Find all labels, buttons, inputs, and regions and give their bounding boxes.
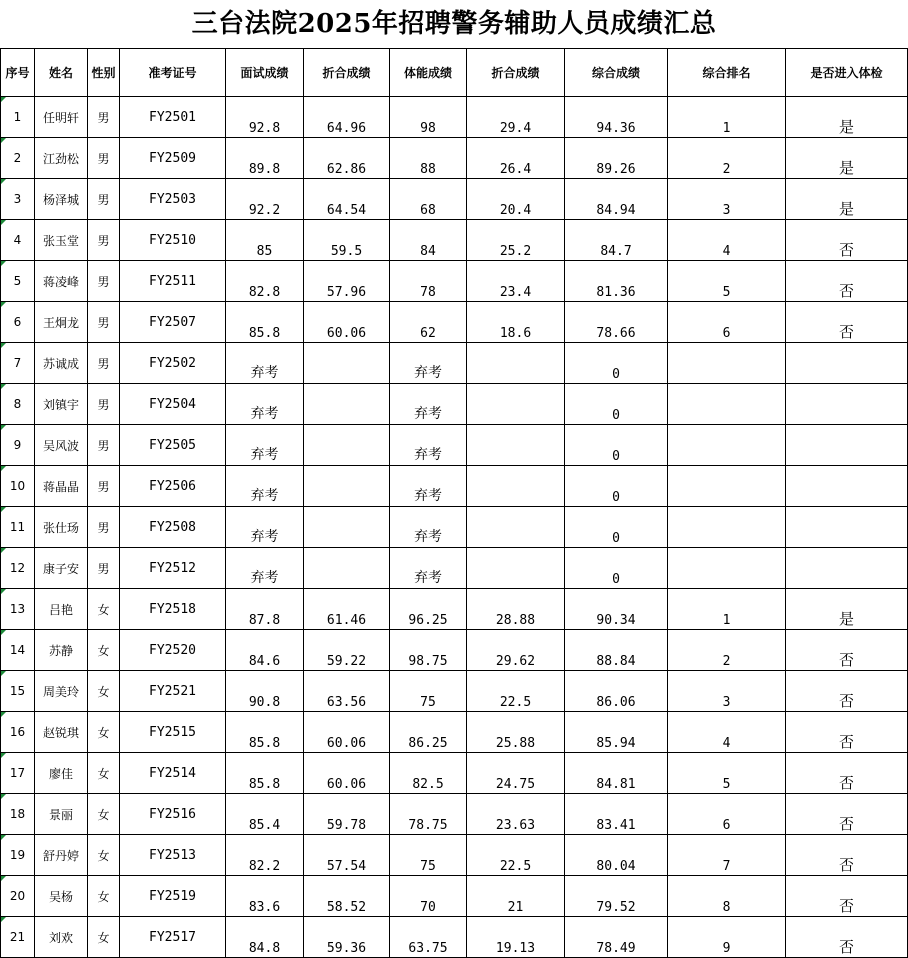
interview-converted-score: 57.54 (304, 835, 390, 876)
fitness-converted-score: 23.63 (467, 794, 565, 835)
header-cell: 准考证号 (120, 49, 226, 97)
fitness-score: 弃考 (390, 384, 467, 425)
candidate-gender: 男 (88, 384, 120, 425)
total-score: 0 (565, 343, 668, 384)
candidate-name: 张玉堂 (35, 220, 88, 261)
overall-rank: 3 (668, 671, 786, 712)
total-score: 79.52 (565, 876, 668, 917)
fitness-score: 弃考 (390, 548, 467, 589)
physical-exam-status: 否 (786, 261, 908, 302)
row-index: 10 (1, 466, 35, 507)
interview-score: 弃考 (226, 507, 304, 548)
overall-rank: 1 (668, 97, 786, 138)
physical-exam-status: 是 (786, 97, 908, 138)
interview-score: 85.8 (226, 712, 304, 753)
candidate-gender: 男 (88, 179, 120, 220)
ticket-number: FY2504 (120, 384, 226, 425)
interview-converted-score: 57.96 (304, 261, 390, 302)
table-row (1, 343, 908, 384)
interview-score: 89.8 (226, 138, 304, 179)
header-cell: 折合成绩 (304, 49, 390, 97)
table-row (1, 753, 908, 794)
candidate-name: 吴风波 (35, 425, 88, 466)
header-row (1, 49, 908, 97)
interview-converted-score: 60.06 (304, 302, 390, 343)
header-cell: 综合成绩 (565, 49, 668, 97)
total-score: 84.7 (565, 220, 668, 261)
ticket-number: FY2512 (120, 548, 226, 589)
interview-converted-score (304, 466, 390, 507)
row-index: 20 (1, 876, 35, 917)
candidate-gender: 男 (88, 261, 120, 302)
total-score: 84.81 (565, 753, 668, 794)
header-cell: 综合排名 (668, 49, 786, 97)
fitness-converted-score: 28.88 (467, 589, 565, 630)
total-score: 80.04 (565, 835, 668, 876)
physical-exam-status: 否 (786, 712, 908, 753)
candidate-gender: 女 (88, 671, 120, 712)
interview-score: 84.8 (226, 917, 304, 958)
interview-score: 82.8 (226, 261, 304, 302)
table-row (1, 548, 908, 589)
interview-score: 85.8 (226, 302, 304, 343)
interview-converted-score: 64.54 (304, 179, 390, 220)
total-score: 84.94 (565, 179, 668, 220)
interview-score: 弃考 (226, 384, 304, 425)
table-row (1, 671, 908, 712)
table-row (1, 220, 908, 261)
ticket-number: FY2519 (120, 876, 226, 917)
candidate-name: 王炯龙 (35, 302, 88, 343)
total-score: 90.34 (565, 589, 668, 630)
candidate-name: 康子安 (35, 548, 88, 589)
overall-rank (668, 466, 786, 507)
total-score: 85.94 (565, 712, 668, 753)
results-table (0, 48, 908, 958)
table-row (1, 97, 908, 138)
ticket-number: FY2514 (120, 753, 226, 794)
total-score: 88.84 (565, 630, 668, 671)
overall-rank (668, 384, 786, 425)
interview-score: 92.2 (226, 179, 304, 220)
candidate-gender: 男 (88, 220, 120, 261)
interview-converted-score: 60.06 (304, 753, 390, 794)
header-cell: 性别 (88, 49, 120, 97)
ticket-number: FY2515 (120, 712, 226, 753)
physical-exam-status: 否 (786, 753, 908, 794)
ticket-number: FY2521 (120, 671, 226, 712)
fitness-converted-score: 19.13 (467, 917, 565, 958)
row-index: 19 (1, 835, 35, 876)
total-score: 94.36 (565, 97, 668, 138)
overall-rank (668, 425, 786, 466)
interview-converted-score: 63.56 (304, 671, 390, 712)
candidate-gender: 男 (88, 302, 120, 343)
row-index: 1 (1, 97, 35, 138)
overall-rank: 8 (668, 876, 786, 917)
row-index: 17 (1, 753, 35, 794)
total-score: 0 (565, 466, 668, 507)
interview-score: 弃考 (226, 425, 304, 466)
interview-converted-score (304, 507, 390, 548)
fitness-converted-score: 26.4 (467, 138, 565, 179)
fitness-score: 84 (390, 220, 467, 261)
table-row (1, 425, 908, 466)
overall-rank: 1 (668, 589, 786, 630)
interview-converted-score (304, 384, 390, 425)
candidate-name: 杨泽城 (35, 179, 88, 220)
overall-rank: 6 (668, 302, 786, 343)
ticket-number: FY2510 (120, 220, 226, 261)
candidate-gender: 女 (88, 589, 120, 630)
table-row (1, 630, 908, 671)
total-score: 89.26 (565, 138, 668, 179)
interview-converted-score: 59.5 (304, 220, 390, 261)
physical-exam-status (786, 548, 908, 589)
ticket-number: FY2506 (120, 466, 226, 507)
interview-converted-score: 62.86 (304, 138, 390, 179)
table-row (1, 466, 908, 507)
total-score: 86.06 (565, 671, 668, 712)
ticket-number: FY2517 (120, 917, 226, 958)
row-index: 8 (1, 384, 35, 425)
ticket-number: FY2503 (120, 179, 226, 220)
fitness-score: 弃考 (390, 466, 467, 507)
candidate-name: 刘欢 (35, 917, 88, 958)
candidate-gender: 女 (88, 712, 120, 753)
candidate-gender: 男 (88, 507, 120, 548)
fitness-score: 弃考 (390, 425, 467, 466)
candidate-name: 蒋晶晶 (35, 466, 88, 507)
fitness-converted-score (467, 466, 565, 507)
physical-exam-status (786, 343, 908, 384)
header-cell: 体能成绩 (390, 49, 467, 97)
fitness-converted-score: 24.75 (467, 753, 565, 794)
total-score: 0 (565, 425, 668, 466)
candidate-name: 吴杨 (35, 876, 88, 917)
fitness-score: 82.5 (390, 753, 467, 794)
overall-rank: 2 (668, 138, 786, 179)
physical-exam-status: 否 (786, 876, 908, 917)
candidate-gender: 女 (88, 835, 120, 876)
fitness-score: 70 (390, 876, 467, 917)
fitness-converted-score (467, 384, 565, 425)
fitness-score: 96.25 (390, 589, 467, 630)
fitness-score: 弃考 (390, 343, 467, 384)
row-index: 13 (1, 589, 35, 630)
interview-converted-score: 60.06 (304, 712, 390, 753)
physical-exam-status: 是 (786, 589, 908, 630)
row-index: 11 (1, 507, 35, 548)
header-cell: 是否进入体检 (786, 49, 908, 97)
candidate-name: 蒋凌峰 (35, 261, 88, 302)
overall-rank: 2 (668, 630, 786, 671)
interview-score: 90.8 (226, 671, 304, 712)
physical-exam-status (786, 507, 908, 548)
candidate-name: 江劲松 (35, 138, 88, 179)
fitness-score: 68 (390, 179, 467, 220)
interview-score: 弃考 (226, 548, 304, 589)
interview-score: 85.8 (226, 753, 304, 794)
ticket-number: FY2508 (120, 507, 226, 548)
fitness-converted-score: 18.6 (467, 302, 565, 343)
total-score: 78.66 (565, 302, 668, 343)
candidate-name: 任明轩 (35, 97, 88, 138)
overall-rank: 3 (668, 179, 786, 220)
table-row (1, 835, 908, 876)
interview-score: 84.6 (226, 630, 304, 671)
page-title: 三台法院2025年招聘警务辅助人员成绩汇总 (191, 9, 717, 39)
fitness-converted-score: 22.5 (467, 835, 565, 876)
candidate-gender: 男 (88, 425, 120, 466)
ticket-number: FY2511 (120, 261, 226, 302)
candidate-name: 苏静 (35, 630, 88, 671)
row-index: 18 (1, 794, 35, 835)
interview-converted-score: 59.78 (304, 794, 390, 835)
overall-rank: 4 (668, 220, 786, 261)
physical-exam-status: 否 (786, 671, 908, 712)
ticket-number: FY2502 (120, 343, 226, 384)
ticket-number: FY2513 (120, 835, 226, 876)
physical-exam-status (786, 425, 908, 466)
fitness-score: 86.25 (390, 712, 467, 753)
row-index: 12 (1, 548, 35, 589)
table-row (1, 917, 908, 958)
candidate-gender: 女 (88, 876, 120, 917)
candidate-name: 廖佳 (35, 753, 88, 794)
total-score: 0 (565, 548, 668, 589)
table-row (1, 589, 908, 630)
overall-rank: 7 (668, 835, 786, 876)
ticket-number: FY2505 (120, 425, 226, 466)
interview-converted-score (304, 548, 390, 589)
overall-rank: 6 (668, 794, 786, 835)
fitness-converted-score: 21 (467, 876, 565, 917)
physical-exam-status: 否 (786, 220, 908, 261)
physical-exam-status (786, 384, 908, 425)
row-index: 14 (1, 630, 35, 671)
overall-rank (668, 548, 786, 589)
fitness-converted-score (467, 425, 565, 466)
interview-score: 82.2 (226, 835, 304, 876)
overall-rank: 5 (668, 753, 786, 794)
fitness-score: 88 (390, 138, 467, 179)
row-index: 16 (1, 712, 35, 753)
fitness-score: 75 (390, 671, 467, 712)
fitness-score: 78 (390, 261, 467, 302)
fitness-converted-score: 25.88 (467, 712, 565, 753)
row-index: 3 (1, 179, 35, 220)
fitness-converted-score (467, 507, 565, 548)
interview-converted-score (304, 425, 390, 466)
physical-exam-status: 否 (786, 794, 908, 835)
table-row (1, 179, 908, 220)
ticket-number: FY2501 (120, 97, 226, 138)
physical-exam-status: 是 (786, 138, 908, 179)
interview-score: 83.6 (226, 876, 304, 917)
candidate-gender: 男 (88, 97, 120, 138)
table-row (1, 261, 908, 302)
total-score: 0 (565, 384, 668, 425)
row-index: 2 (1, 138, 35, 179)
candidate-name: 张仕玚 (35, 507, 88, 548)
fitness-score: 75 (390, 835, 467, 876)
fitness-converted-score (467, 548, 565, 589)
interview-converted-score: 64.96 (304, 97, 390, 138)
total-score: 81.36 (565, 261, 668, 302)
candidate-gender: 男 (88, 466, 120, 507)
table-row (1, 507, 908, 548)
fitness-converted-score: 20.4 (467, 179, 565, 220)
table-row (1, 712, 908, 753)
overall-rank (668, 343, 786, 384)
interview-score: 92.8 (226, 97, 304, 138)
row-index: 5 (1, 261, 35, 302)
physical-exam-status (786, 466, 908, 507)
interview-converted-score: 59.36 (304, 917, 390, 958)
ticket-number: FY2516 (120, 794, 226, 835)
fitness-score: 63.75 (390, 917, 467, 958)
row-index: 9 (1, 425, 35, 466)
fitness-score: 62 (390, 302, 467, 343)
fitness-converted-score: 25.2 (467, 220, 565, 261)
interview-score: 弃考 (226, 466, 304, 507)
row-index: 7 (1, 343, 35, 384)
interview-converted-score: 59.22 (304, 630, 390, 671)
fitness-converted-score (467, 343, 565, 384)
table-row (1, 138, 908, 179)
fitness-converted-score: 23.4 (467, 261, 565, 302)
overall-rank: 5 (668, 261, 786, 302)
candidate-gender: 男 (88, 343, 120, 384)
interview-score: 85 (226, 220, 304, 261)
candidate-name: 赵锐琪 (35, 712, 88, 753)
row-index: 15 (1, 671, 35, 712)
overall-rank (668, 507, 786, 548)
overall-rank: 9 (668, 917, 786, 958)
header-cell: 姓名 (35, 49, 88, 97)
candidate-gender: 女 (88, 794, 120, 835)
total-score: 83.41 (565, 794, 668, 835)
table-row (1, 384, 908, 425)
candidate-name: 周美玲 (35, 671, 88, 712)
table-row (1, 876, 908, 917)
ticket-number: FY2518 (120, 589, 226, 630)
interview-score: 87.8 (226, 589, 304, 630)
fitness-converted-score: 29.62 (467, 630, 565, 671)
candidate-name: 吕艳 (35, 589, 88, 630)
candidate-name: 苏诚成 (35, 343, 88, 384)
physical-exam-status: 否 (786, 917, 908, 958)
table-row (1, 302, 908, 343)
candidate-name: 刘镇宇 (35, 384, 88, 425)
fitness-score: 98 (390, 97, 467, 138)
total-score: 78.49 (565, 917, 668, 958)
fitness-score: 98.75 (390, 630, 467, 671)
candidate-gender: 女 (88, 630, 120, 671)
fitness-converted-score: 22.5 (467, 671, 565, 712)
physical-exam-status: 是 (786, 179, 908, 220)
overall-rank: 4 (668, 712, 786, 753)
interview-converted-score: 58.52 (304, 876, 390, 917)
fitness-score: 78.75 (390, 794, 467, 835)
physical-exam-status: 否 (786, 835, 908, 876)
row-index: 21 (1, 917, 35, 958)
ticket-number: FY2509 (120, 138, 226, 179)
ticket-number: FY2520 (120, 630, 226, 671)
candidate-name: 景丽 (35, 794, 88, 835)
table-row (1, 794, 908, 835)
header-cell: 面试成绩 (226, 49, 304, 97)
row-index: 6 (1, 302, 35, 343)
interview-score: 85.4 (226, 794, 304, 835)
ticket-number: FY2507 (120, 302, 226, 343)
physical-exam-status: 否 (786, 302, 908, 343)
header-cell: 折合成绩 (467, 49, 565, 97)
interview-converted-score: 61.46 (304, 589, 390, 630)
physical-exam-status: 否 (786, 630, 908, 671)
interview-converted-score (304, 343, 390, 384)
interview-score: 弃考 (226, 343, 304, 384)
candidate-name: 舒丹婷 (35, 835, 88, 876)
fitness-score: 弃考 (390, 507, 467, 548)
fitness-converted-score: 29.4 (467, 97, 565, 138)
candidate-gender: 男 (88, 138, 120, 179)
row-index: 4 (1, 220, 35, 261)
candidate-gender: 女 (88, 753, 120, 794)
header-cell: 序号 (1, 49, 35, 97)
candidate-gender: 男 (88, 548, 120, 589)
total-score: 0 (565, 507, 668, 548)
candidate-gender: 女 (88, 917, 120, 958)
